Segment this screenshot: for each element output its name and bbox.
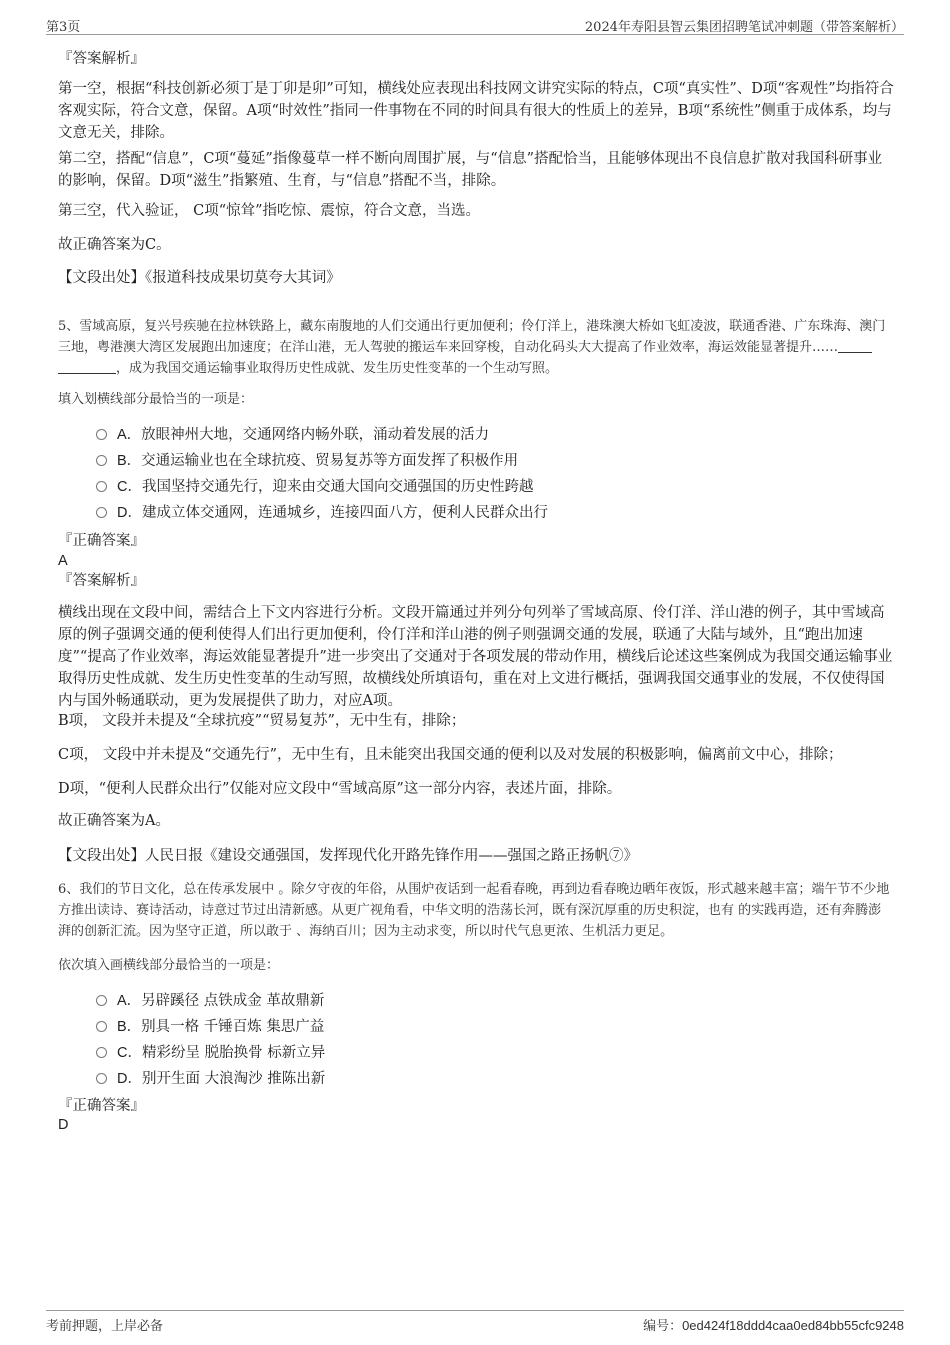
q5-option-d[interactable]: D．建成立体交通网，连通城乡，连接四面八方，便利人民群众出行 — [96, 503, 548, 523]
q5-blank-2 — [58, 359, 116, 374]
q5-option-a[interactable]: A．放眼神州大地，交通网络内畅外联，涌动着发展的活力 — [96, 425, 489, 445]
radio-icon[interactable] — [96, 429, 107, 440]
radio-icon[interactable] — [96, 507, 107, 518]
radio-icon[interactable] — [96, 1047, 107, 1058]
q5-analysis-b: B项， 文段并未提及“全球抗疫”“贸易复苏”，无中生有，排除； — [58, 713, 466, 729]
radio-icon[interactable] — [96, 1021, 107, 1032]
q4-source: 【文段出处】《报道科技成果切莫夸大其词》 — [58, 270, 341, 286]
page-footer — [46, 1310, 904, 1333]
document-id: 编号：0ed424f18ddd4caa0ed84bb55cfc9248 — [643, 1318, 904, 1333]
document-title: 2024年寿阳县智云集团招聘笔试冲刺题（带答案解析） — [584, 20, 904, 35]
q4-analysis-label: 『答案解析』 — [58, 51, 145, 67]
radio-icon[interactable] — [96, 1073, 107, 1084]
radio-icon[interactable] — [96, 995, 107, 1006]
q5-answer: A — [58, 553, 68, 569]
radio-icon[interactable] — [96, 455, 107, 466]
q6-option-b[interactable]: B．别具一格 千锤百炼 集思广益 — [96, 1017, 324, 1037]
q5-option-c[interactable]: C．我国坚持交通先行，迎来由交通大国向交通强国的历史性跨越 — [96, 477, 533, 497]
q5-stem-part-1: 5、雪域高原，复兴号疾驰在拉林铁路上，藏东南腹地的人们交通出行更加便利；伶仃洋上，港珠澳大桥如飞虹凌波，联通香港、广东珠海、澳门三地，粤港澳大湾区发展跑出加速度；在洋山港，无人驾驶的搬运车来回穿梭，自动化码头大大提高了作业效率，海运效能显著提升…… — [58, 319, 886, 355]
q5-source: 【文段出处】人民日报《建设交通强国，发挥现代化开路先锋作用——强国之路正扬帆⑦》 — [58, 848, 638, 864]
radio-icon[interactable] — [96, 481, 107, 492]
q5-option-b[interactable]: B．交通运输业也在全球抗疫、贸易复苏等方面发挥了积极作用 — [96, 451, 518, 471]
q5-analysis-c: C项， 文段中并未提及“交通先行”，无中生有，且未能突出我国交通的便利以及对发展的积极影响，偏离前文中心，排除； — [58, 747, 843, 763]
q6-option-a[interactable]: A．另辟蹊径 点铁成金 革故鼎新 — [96, 991, 324, 1011]
q5-stem-part-2: ，成为我国交通运输事业取得历史性成就、发生历史性变革的一个生动写照。 — [116, 361, 559, 376]
q5-analysis-d: D项，“便利人民群众出行”仅能对应文段中“雪域高原”这一部分内容，表述片面，排除。 — [58, 781, 622, 797]
q5-blank-1 — [838, 338, 872, 353]
q4-analysis-para-2: 第二空，搭配“信息”，C项“蔓延”指像蔓草一样不断向周围扩展，与“信息”搭配恰当，且能够体现出不良信息扩散对我国科研事业的影响，保留。D项“滋生”指繁殖、生育，与“信息”搭配不当，排除。 — [58, 151, 883, 189]
q5-prompt: 填入划横线部分最恰当的一项是： — [58, 392, 254, 407]
q4-analysis-para-1: 第一空，根据“科技创新必须丁是丁卯是卯”可知，横线处应表现出科技网文讲究实际的特点，C项“真实性”、D项“客观性”均指符合客观实际，符合文意，保留。A项“时效性”指同一件事物在不同的时间具有很大的性质上的差异，B项“系统性”侧重于成体系，均与文意无关，排除。 — [58, 81, 894, 141]
q6-prompt: 依次填入画横线部分最恰当的一项是： — [58, 958, 280, 973]
footer-slogan: 考前押题，上岸必备 — [46, 1319, 164, 1334]
q6-answer: D — [58, 1117, 69, 1133]
q5-answer-label: 『正确答案』 — [58, 533, 145, 549]
q5-stem — [58, 316, 894, 379]
q6-answer-label: 『正确答案』 — [58, 1098, 145, 1114]
q5-conclusion: 故正确答案为A。 — [58, 813, 170, 829]
q4-conclusion: 故正确答案为C。 — [58, 237, 171, 253]
q6-option-d[interactable]: D．别开生面 大浪淘沙 推陈出新 — [96, 1069, 325, 1089]
q6-stem: 6、我们的节日文化，总在传承发展中 。除夕守夜的年俗，从围炉夜话到一起看春晚，再到边看春晚边晒年夜饭，形式越来越丰富；端午节不少地方推出读诗、赛诗活动，诗意过节过出清新感。从更广视角看，中华文明的浩荡长河，既有深沉厚重的历史积淀，也有 的实践再造，还有奔腾澎湃的创新汇流。因为坚守正道，所以敢于 、海纳百川；因为主动求变，所以时代气息更浓、生机活力更足。 — [58, 882, 890, 939]
page-number: 第3页 — [46, 20, 81, 35]
q4-analysis-para-3: 第三空，代入验证， C项“惊耸”指吃惊、震惊，符合文意，当选。 — [58, 203, 481, 219]
q5-analysis: 横线出现在文段中间，需结合上下文内容进行分析。文段开篇通过并列分句列举了雪域高原、伶仃洋、洋山港的例子，其中雪域高原的例子强调交通的便利使得人们出行更加便利，伶仃洋和洋山港的例子则强调交通的发展，联通了大陆与域外，且“跑出加速度”“提高了作业效率，海运效能显著提升”进一步突出了交通对于各项发展的带动作用，横线后论述这些案例成为我国交通运输事业取得历史性成就、发生历史性变革的生动写照，故横线处所填语句，重在对上文进行概括，强调我国交通事业的发展，不仅使得国内与国外畅通联动，更为发展提供了助力，对应A项。 — [58, 605, 893, 709]
q5-analysis-label: 『答案解析』 — [58, 573, 145, 589]
q6-option-c[interactable]: C．精彩纷呈 脱胎换骨 标新立异 — [96, 1043, 325, 1063]
page-header — [46, 14, 904, 35]
